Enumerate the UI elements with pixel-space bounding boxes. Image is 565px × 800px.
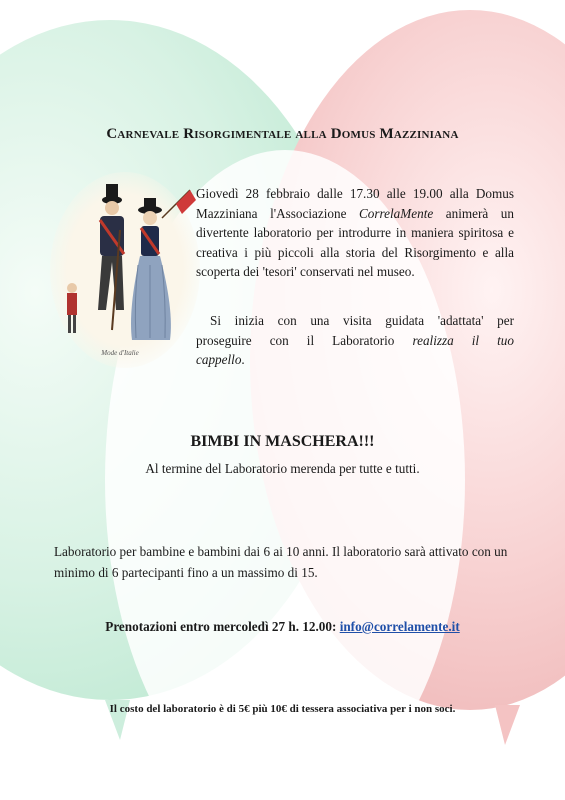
lab-name-part1: realizza il tuo: [412, 333, 514, 348]
lab-name-part2: cappello: [196, 352, 242, 367]
intro-paragraph: [196, 184, 514, 282]
organization-name: CorrelaMente: [358, 205, 434, 221]
intro-text: Giovedì 28 febbraio dalle 17.30 alle 19.00 alla Domus Mazziniana l'Associazione: [196, 186, 514, 221]
illustration-caption: Mode d'Italie: [101, 349, 139, 357]
second-line2-text: proseguire con il Laboratorio: [196, 333, 413, 348]
costume-illustration: [50, 170, 200, 370]
page-title: Carnevale Risorgimentale alla Domus Mazziniana: [106, 126, 459, 142]
second-paragraph-line2: [196, 331, 514, 351]
prenotazioni-label: Prenotazioni entro mercoledì 27 h. 12.00:: [105, 619, 340, 634]
bimbi-heading: BIMBI IN MASCHERA!!!: [190, 433, 375, 450]
laboratorio-info: Laboratorio per bambine e bambini dai 6 ai 10 anni. Il laboratorio sarà attivato con un minimo di 6 partecipanti fino a un massimo di 15.: [54, 544, 508, 580]
email-link[interactable]: info@correlamente.it: [339, 619, 460, 634]
second-paragraph-line3: [196, 350, 514, 370]
intro-text-2: animerà un divertente laboratorio per introdurre in maniera spiritosa e creativa i più piccoli alla storia del Risorgimento e alla scoperta dei 'tesori' conservati nel museo.: [196, 205, 514, 279]
costo-text: Il costo del laboratorio è di 5€ più 10€ di tessera associativa per i non soci.: [109, 703, 456, 715]
second-line1-text: Si inizia con una visita guidata 'adattata' per: [210, 313, 514, 328]
second-paragraph-line1: [196, 311, 514, 331]
prenotazioni-line: [0, 619, 565, 635]
merenda-text: Al termine del Laboratorio merenda per tutte e tutti.: [145, 461, 420, 476]
period: .: [241, 352, 245, 367]
